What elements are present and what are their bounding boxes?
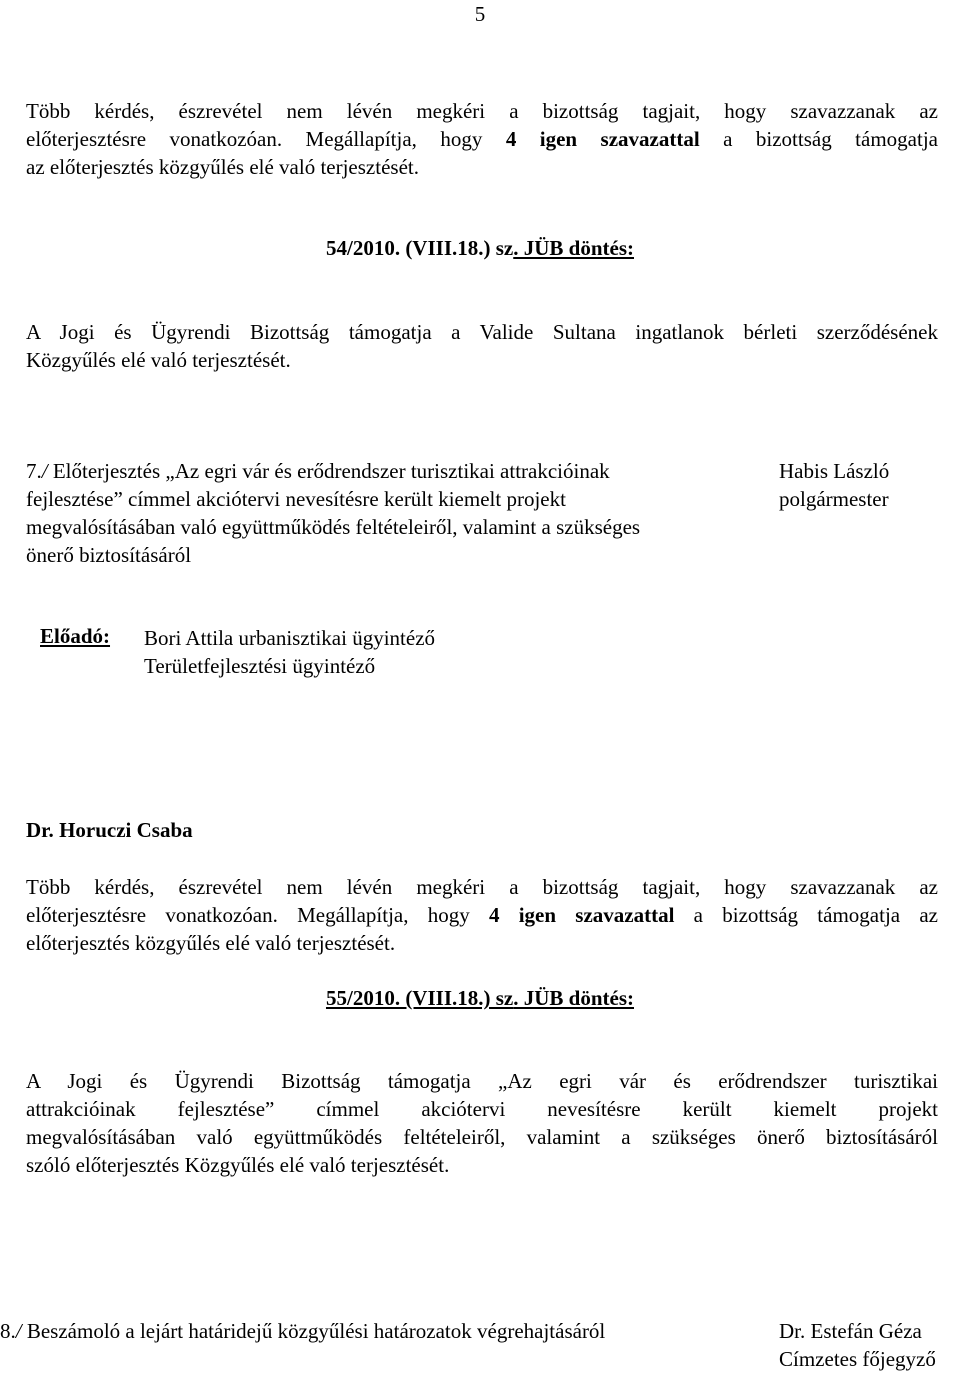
item-8-presenter xyxy=(779,1317,936,1373)
paragraph-line: megvalósításában való együttműködés feltételeiről, valamint a szükséges önerő biztosításáról xyxy=(26,1125,938,1149)
vote-count: 4 igen szavazattal xyxy=(505,127,700,151)
vote-count: 4 igen szavazattal xyxy=(488,903,675,927)
paragraph-line: előterjesztés közgyűlés elé való terjesztését. xyxy=(26,931,396,955)
speaker-name: Dr. Horuczi Csaba xyxy=(26,818,193,842)
paragraph-line: előterjesztésre vonatkozóan. Megállapítja, hogy 4 igen szavazattal a bizottság támogatja xyxy=(26,127,938,151)
eloado-line: Bori Attila urbanisztikai ügyintéző xyxy=(144,626,436,650)
voting-paragraph-1 xyxy=(26,97,938,181)
paragraph-line: Több kérdés, észrevétel nem lévén megkéri a bizottság tagjait, hogy szavazzanak az xyxy=(26,875,938,899)
decision-heading-2: 55/2010. (VIII.18.) sz. JÜB döntés: xyxy=(325,986,634,1010)
decision-heading-1: 54/2010. (VIII.18.) sz. JÜB döntés: xyxy=(325,236,634,260)
item-title: Beszámoló a lejárt határidejű közgyűlési határozatok végrehajtásáról xyxy=(21,1319,606,1343)
paragraph-line: attrakcióinak fejlesztése” címmel akciótervi nevesítésre került kiemelt projekt xyxy=(26,1097,938,1121)
eloado-names xyxy=(144,624,435,680)
presenter-title: polgármester xyxy=(779,487,889,511)
eloado-line: Területfejlesztési ügyintéző xyxy=(144,654,376,678)
item-number: 7. xyxy=(26,459,42,483)
paragraph-line: előterjesztésre vonatkozóan. Megállapítja, hogy 4 igen szavazattal a bizottság támogatja az xyxy=(26,903,938,927)
item-number: 8. xyxy=(0,1319,16,1343)
eloado-label: Előadó: xyxy=(40,624,111,648)
paragraph-line: A Jogi és Ügyrendi Bizottság támogatja „Az egri vár és erődrendszer turisztikai xyxy=(26,1069,938,1093)
paragraph-line: Több kérdés, észrevétel nem lévén megkéri a bizottság tagjait, hogy szavazzanak az xyxy=(26,99,938,123)
voting-paragraph-2 xyxy=(26,873,938,957)
agenda-item-7: 7./ Előterjesztés „Az egri vár és erődrendszer turisztikai attrakcióinak fejlesztése” címmel akciótervi nevesítésre került kiemelt projekt megvalósításában való együttműködés feltételeiről, valamint a szükséges önerő biztosításáról xyxy=(26,457,766,569)
paragraph-line: szóló előterjesztés Közgyűlés elé való terjesztését. xyxy=(26,1153,450,1177)
item-title-line: megvalósításában való együttműködés feltételeiről, valamint a szükséges xyxy=(26,515,641,539)
decision-text-2 xyxy=(26,1067,938,1179)
paragraph-line: Közgyűlés elé való terjesztését. xyxy=(26,348,291,372)
page-number: 5 xyxy=(474,2,486,26)
presenter-title: Címzetes főjegyző xyxy=(779,1347,936,1371)
presenter-name: Dr. Estefán Géza xyxy=(779,1319,922,1343)
item-7-presenter xyxy=(779,457,889,513)
paragraph-line: A Jogi és Ügyrendi Bizottság támogatja a Valide Sultana ingatlanok bérleti szerződésének xyxy=(26,320,938,344)
agenda-item-8: 8./ Beszámoló a lejárt határidejű közgyűlési határozatok végrehajtásáról xyxy=(0,1319,606,1343)
paragraph-line: az előterjesztés közgyűlés elé való terjesztését. xyxy=(26,155,419,179)
decision-text-1 xyxy=(26,318,938,374)
presenter-name: Habis László xyxy=(779,459,890,483)
item-title: Előterjesztés „Az egri vár és erődrendszer turisztikai attrakcióinak xyxy=(47,459,610,483)
item-title-line: fejlesztése” címmel akciótervi nevesítésre került kiemelt projekt xyxy=(26,487,566,511)
item-title-line: önerő biztosításáról xyxy=(26,543,192,567)
